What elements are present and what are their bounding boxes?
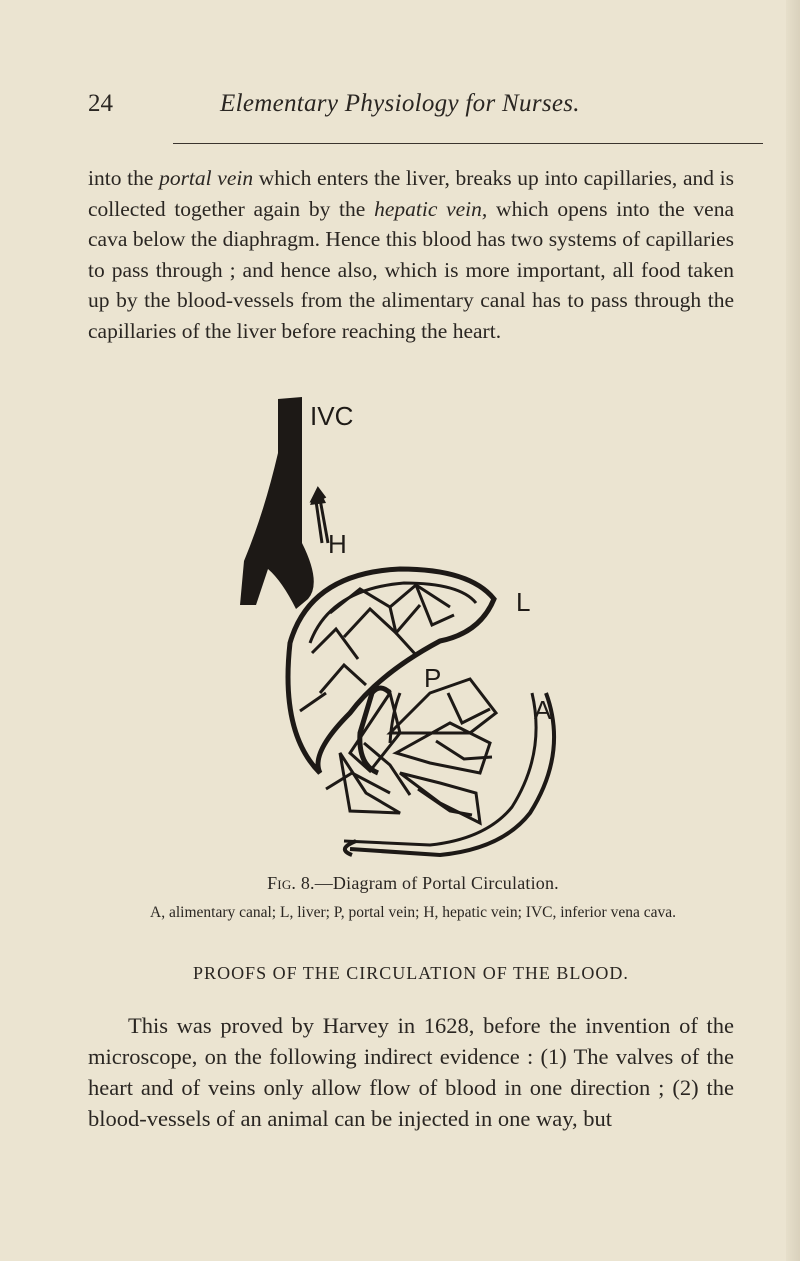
figure-caption-title: —Diagram of Portal Circulation. xyxy=(314,873,559,893)
paragraph-text: This was proved by Harvey in 1628, before the invention of the microscope, on the following indirect evidence : (1) The valves of the heart and of veins only allow flow of blood in one direction ; (2) the blood-vessels of an animal can be injected in one way, but xyxy=(88,1013,734,1131)
text-run: which enters the liver, breaks up into capillaries, and is collected together again by the xyxy=(88,166,735,221)
label-h: H xyxy=(328,529,347,559)
text-run: into the xyxy=(88,166,160,190)
label-l: L xyxy=(516,587,531,617)
running-title: Elementary Physiology for Nurses. xyxy=(220,90,580,117)
portal-circulation-diagram xyxy=(240,393,600,873)
page-edge-shadow xyxy=(786,0,800,1261)
text-run: which opens into the vena cava below the diaphragm. Hence this blood has two systems of capillaries to pass through ; and hence also, which is more important, all food taken up by the blood-vessels from the alimentary canal has to pass through the capillaries of the liver before reaching the heart. xyxy=(88,196,735,343)
inferior-vena-cava xyxy=(240,397,314,609)
intestinal-capillaries xyxy=(326,679,496,823)
header-rule xyxy=(173,143,763,144)
figure-legend: A, alimentary canal; L, liver; P, portal vein; H, hepatic vein; IVC, inferior vena cava. xyxy=(150,904,676,921)
label-ivc: IVC xyxy=(310,401,354,431)
term-portal-vein: portal vein xyxy=(159,166,254,190)
paragraph-harvey-proof xyxy=(88,1010,734,1134)
label-a: A xyxy=(534,695,552,725)
figure-number: Fig. 8. xyxy=(267,873,315,893)
diagram-svg xyxy=(240,393,600,873)
paragraph-portal-vein xyxy=(88,163,734,346)
alimentary-canal xyxy=(350,693,554,855)
liver-inner-contour xyxy=(310,583,476,643)
label-p: P xyxy=(424,663,442,693)
figure-caption xyxy=(88,873,738,894)
page-number: 24 xyxy=(88,90,113,117)
section-heading: PROOFS OF THE CIRCULATION OF THE BLOOD. xyxy=(193,963,629,983)
page-header xyxy=(88,90,748,130)
term-hepatic-vein: hepatic vein, xyxy=(374,196,488,221)
